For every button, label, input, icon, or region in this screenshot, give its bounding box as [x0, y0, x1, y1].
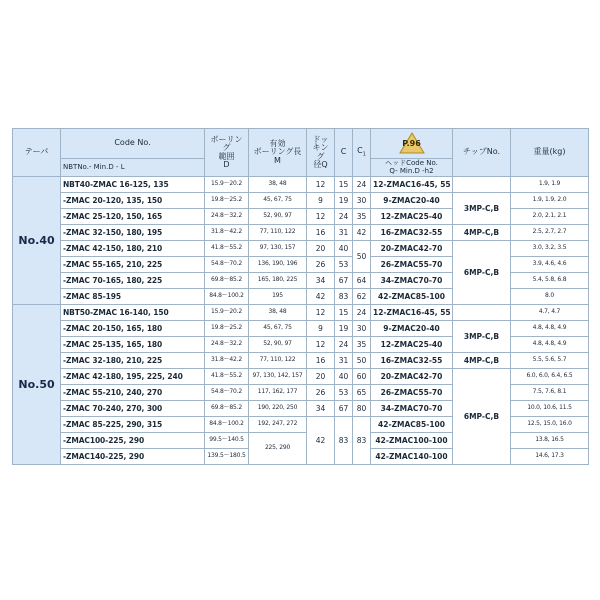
c1-cell: 64 [353, 273, 371, 289]
code-no-cell: -ZMAC 55-165, 210, 225 [61, 257, 205, 273]
header-c1 [353, 129, 371, 177]
head-code-cell: 34-ZMAC70-70 [371, 401, 453, 417]
docking-diameter-cell: 12 [307, 337, 335, 353]
effective-length-cell: 38, 48 [249, 305, 307, 321]
chip-no-cell: 6MP-C,B [453, 369, 511, 465]
head-code-cell: 12-ZMAC25-40 [371, 209, 453, 225]
chip-no-cell: 3MP-C,B [453, 321, 511, 353]
code-no-cell: -ZMAC 70-165, 180, 225 [61, 273, 205, 289]
code-no-cell: -ZMAC 70-240, 270, 300 [61, 401, 205, 417]
weight-cell: 14.6, 17.3 [511, 449, 589, 465]
c-cell: 31 [335, 225, 353, 241]
weight-cell: 8.0 [511, 289, 589, 305]
code-no-cell: -ZMAC 42-180, 195, 225, 240 [61, 369, 205, 385]
table-row [13, 305, 589, 321]
c1-cell: 35 [353, 209, 371, 225]
boring-range-cell: 15.9～20.2 [205, 305, 249, 321]
header-effective-boring-length: 有効 ボーリング長 M [249, 129, 307, 177]
header-c1-sub: 1 [362, 151, 366, 158]
head-code-cell: 42-ZMAC85-100 [371, 417, 453, 433]
head-code-cell: 12-ZMAC16-45, 55 [371, 177, 453, 193]
code-no-cell: -ZMAC 20-150, 165, 180 [61, 321, 205, 337]
c-cell: 40 [335, 369, 353, 385]
code-no-cell: -ZMAC 32-150, 180, 195 [61, 225, 205, 241]
chip-no-cell: 6MP-C,B [453, 241, 511, 305]
weight-cell: 3.0, 3.2, 3.5 [511, 241, 589, 257]
boring-range-cell: 41.8～55.2 [205, 241, 249, 257]
c1-cell: 60 [353, 369, 371, 385]
docking-diameter-cell: 34 [307, 401, 335, 417]
chip-no-cell: 4MP-C,B [453, 225, 511, 241]
c1-cell: 24 [353, 177, 371, 193]
docking-diameter-merged-cell: 42 [307, 417, 335, 465]
header-code-no: Code No. [61, 129, 205, 159]
head-code-cell: 20-ZMAC42-70 [371, 241, 453, 257]
docking-diameter-cell: 34 [307, 273, 335, 289]
c1-cell: 42 [353, 225, 371, 241]
code-no-cell: -ZMAC 25-135, 165, 180 [61, 337, 205, 353]
table-row [13, 321, 589, 337]
chip-no-cell [453, 305, 511, 321]
code-no-cell: -ZMAC 32-180, 210, 225 [61, 353, 205, 369]
code-no-cell: -ZMAC100-225, 290 [61, 433, 205, 449]
weight-cell: 4.8, 4.8, 4.9 [511, 337, 589, 353]
weight-cell: 10.0, 10.6, 11.5 [511, 401, 589, 417]
boring-range-cell: 99.5～140.5 [205, 433, 249, 449]
weight-cell: 3.9, 4.6, 4.6 [511, 257, 589, 273]
effective-length-cell: 117, 162, 177 [249, 385, 307, 401]
table-row [13, 177, 589, 193]
c1-cell: 35 [353, 337, 371, 353]
effective-length-cell: 45, 67, 75 [249, 321, 307, 337]
boring-range-cell: 31.8～42.2 [205, 225, 249, 241]
chip-no-cell: 4MP-C,B [453, 353, 511, 369]
head-code-cell: 42-ZMAC100-100 [371, 433, 453, 449]
c-merged-cell: 83 [335, 417, 353, 465]
c-cell: 24 [335, 209, 353, 225]
c-cell: 19 [335, 321, 353, 337]
group-label-no50: No.50 [13, 305, 61, 465]
boring-range-cell: 69.8～85.2 [205, 273, 249, 289]
boring-range-cell: 31.8～42.2 [205, 353, 249, 369]
code-no-cell: -ZMAC 85-225, 290, 315 [61, 417, 205, 433]
weight-cell: 1.9, 1.9, 2.0 [511, 193, 589, 209]
table-row [13, 225, 589, 241]
docking-diameter-cell: 20 [307, 241, 335, 257]
table-row [13, 369, 589, 385]
docking-diameter-cell: 9 [307, 321, 335, 337]
c1-cell: 30 [353, 321, 371, 337]
header-docking-diameter: ドッキング 径Q [307, 129, 335, 177]
weight-cell: 12.5, 15.0, 16.0 [511, 417, 589, 433]
boring-range-cell: 84.8～100.2 [205, 289, 249, 305]
docking-diameter-cell: 26 [307, 385, 335, 401]
c1-cell: 62 [353, 289, 371, 305]
docking-diameter-cell: 9 [307, 193, 335, 209]
c-cell: 67 [335, 273, 353, 289]
table-row [13, 241, 589, 257]
docking-diameter-cell: 16 [307, 353, 335, 369]
boring-range-cell: 69.8～85.2 [205, 401, 249, 417]
chip-no-cell [453, 177, 511, 193]
weight-cell: 13.8, 16.5 [511, 433, 589, 449]
c-cell: 53 [335, 257, 353, 273]
boring-range-cell: 15.9～20.2 [205, 177, 249, 193]
c1-merged-cell: 50 [353, 241, 371, 273]
boring-range-cell: 139.5～180.5 [205, 449, 249, 465]
weight-cell: 6.0, 6.0, 6.4, 6.5 [511, 369, 589, 385]
boring-range-cell: 19.8～25.2 [205, 321, 249, 337]
code-no-cell: NBT50-ZMAC 16-140, 150 [61, 305, 205, 321]
boring-range-cell: 54.8～70.2 [205, 257, 249, 273]
docking-diameter-cell: 20 [307, 369, 335, 385]
group-label-no40: No.40 [13, 177, 61, 305]
spec-table [12, 128, 589, 465]
header-head-code [371, 159, 453, 177]
docking-diameter-cell: 12 [307, 305, 335, 321]
page-reference-label: P.96 [402, 138, 421, 148]
code-no-cell: -ZMAC 85-195 [61, 289, 205, 305]
c1-cell: 80 [353, 401, 371, 417]
boring-range-cell: 84.8～100.2 [205, 417, 249, 433]
effective-length-cell: 45, 67, 75 [249, 193, 307, 209]
effective-length-cell: 192, 247, 272 [249, 417, 307, 433]
c-cell: 53 [335, 385, 353, 401]
table-row [13, 353, 589, 369]
c-cell: 67 [335, 401, 353, 417]
docking-diameter-cell: 12 [307, 209, 335, 225]
head-code-cell: 9-ZMAC20-40 [371, 321, 453, 337]
header-weight: 重量(kg) [511, 129, 589, 177]
code-no-cell: -ZMAC 20-120, 135, 150 [61, 193, 205, 209]
weight-cell: 1.9, 1.9 [511, 177, 589, 193]
c-cell: 15 [335, 177, 353, 193]
effective-length-cell: 165, 180, 225 [249, 273, 307, 289]
c-cell: 15 [335, 305, 353, 321]
boring-range-cell: 41.8～55.2 [205, 369, 249, 385]
c1-cell: 65 [353, 385, 371, 401]
c1-cell: 50 [353, 353, 371, 369]
c1-cell: 24 [353, 305, 371, 321]
c-cell: 31 [335, 353, 353, 369]
boring-range-cell: 54.8～70.2 [205, 385, 249, 401]
boring-range-cell: 19.8～25.2 [205, 193, 249, 209]
header-c1-main: C [357, 146, 363, 156]
c-cell: 83 [335, 289, 353, 305]
c1-cell: 30 [353, 193, 371, 209]
weight-cell: 7.5, 7.6, 8.1 [511, 385, 589, 401]
code-no-cell: NBT40-ZMAC 16-125, 135 [61, 177, 205, 193]
weight-cell: 5.4, 5.8, 6.8 [511, 273, 589, 289]
effective-length-cell: 52, 90, 97 [249, 209, 307, 225]
code-no-cell: -ZMAC 25-120, 150, 165 [61, 209, 205, 225]
weight-cell: 4.7, 4.7 [511, 305, 589, 321]
c1-merged-cell: 83 [353, 417, 371, 465]
head-code-cell: 16-ZMAC32-55 [371, 353, 453, 369]
effective-length-cell: 97, 130, 142, 157 [249, 369, 307, 385]
head-code-cell: 12-ZMAC25-40 [371, 337, 453, 353]
effective-length-cell: 190, 220, 250 [249, 401, 307, 417]
boring-range-cell: 24.8～32.2 [205, 209, 249, 225]
header-boring-range: ボーリング 範囲 D [205, 129, 249, 177]
effective-length-merged-cell: 225, 290 [249, 433, 307, 465]
docking-diameter-cell: 16 [307, 225, 335, 241]
header-taper: テーパ [13, 129, 61, 177]
header-head-code-label: ヘッドCode No. [385, 158, 438, 167]
weight-cell: 2.5, 2.7, 2.7 [511, 225, 589, 241]
docking-diameter-cell: 12 [307, 177, 335, 193]
chip-no-cell: 3MP-C,B [453, 193, 511, 225]
weight-cell: 2.0, 2.1, 2.1 [511, 209, 589, 225]
header-c: C [335, 129, 353, 177]
header-chip-no: チップNo. [453, 129, 511, 177]
head-code-cell: 26-ZMAC55-70 [371, 257, 453, 273]
effective-length-cell: 97, 130, 157 [249, 241, 307, 257]
weight-cell: 4.8, 4.8, 4.9 [511, 321, 589, 337]
table-row [13, 193, 589, 209]
effective-length-cell: 195 [249, 289, 307, 305]
effective-length-cell: 77, 110, 122 [249, 225, 307, 241]
header-code-sub: NBTNo.- Min.D - L [61, 159, 205, 177]
head-code-cell: 26-ZMAC55-70 [371, 385, 453, 401]
c-cell: 24 [335, 337, 353, 353]
header-head-code-sub: Q- Min.D -h2 [389, 166, 434, 175]
weight-cell: 5.5, 5.6, 5.7 [511, 353, 589, 369]
effective-length-cell: 38, 48 [249, 177, 307, 193]
head-code-cell: 12-ZMAC16-45, 55 [371, 305, 453, 321]
head-code-cell: 42-ZMAC140-100 [371, 449, 453, 465]
c-cell: 19 [335, 193, 353, 209]
boring-range-cell: 24.8～32.2 [205, 337, 249, 353]
code-no-cell: -ZMAC 55-210, 240, 270 [61, 385, 205, 401]
effective-length-cell: 136, 190, 196 [249, 257, 307, 273]
effective-length-cell: 52, 90, 97 [249, 337, 307, 353]
docking-diameter-cell: 26 [307, 257, 335, 273]
head-code-cell: 42-ZMAC85-100 [371, 289, 453, 305]
code-no-cell: -ZMAC 42-150, 180, 210 [61, 241, 205, 257]
docking-diameter-cell: 42 [307, 289, 335, 305]
head-code-cell: 9-ZMAC20-40 [371, 193, 453, 209]
c-cell: 40 [335, 241, 353, 257]
code-no-cell: -ZMAC140-225, 290 [61, 449, 205, 465]
head-code-cell: 20-ZMAC42-70 [371, 369, 453, 385]
effective-length-cell: 77, 110, 122 [249, 353, 307, 369]
head-code-cell: 16-ZMAC32-55 [371, 225, 453, 241]
header-pg-cell [371, 129, 453, 159]
head-code-cell: 34-ZMAC70-70 [371, 273, 453, 289]
